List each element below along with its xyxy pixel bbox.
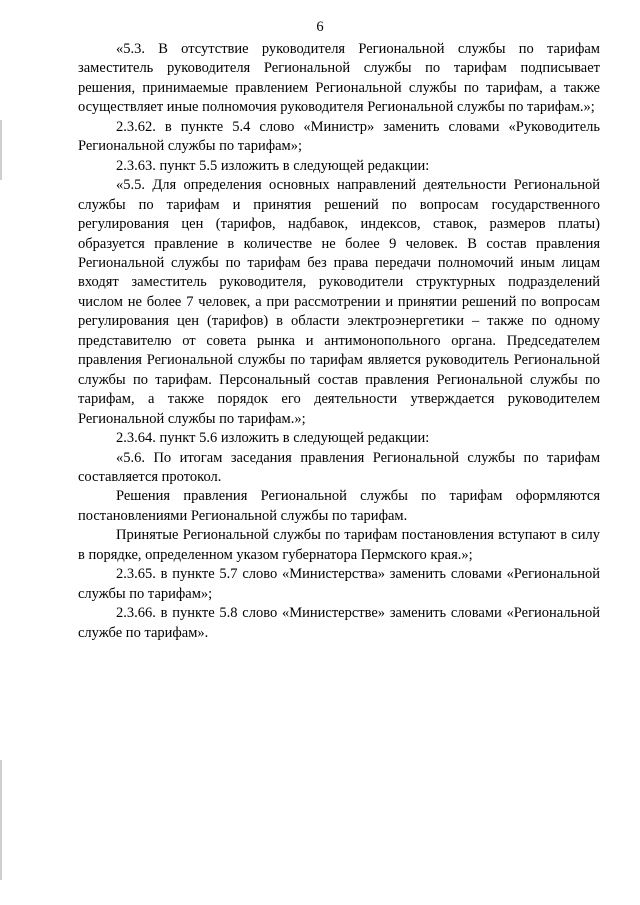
paragraph-effect: Принятые Региональной службы по тарифам постановления вступают в силу в порядке, определенном указом губернатора Пермского края.»; — [78, 527, 600, 563]
paragraph-2-3-65: 2.3.65. в пункте 5.7 слово «Министерства» заменить словами «Региональной службы по тарифам»; — [78, 566, 600, 602]
page-number: 6 — [316, 19, 324, 35]
paragraph-2-3-62: 2.3.62. в пункте 5.4 слово «Министр» заменить словами «Руководитель Региональной службы по тарифам»; — [78, 118, 600, 155]
paragraph-2-3-63: 2.3.63. пункт 5.5 изложить в следующей редакции: — [116, 157, 430, 174]
document-body — [78, 40, 600, 643]
scan-edge-mark-top — [0, 120, 2, 180]
paragraph-5-3: «5.3. В отсутствие руководителя Региональной службы по тарифам заместитель руководителя Региональной службы по тарифам подписывает решения, принимаемые правлением Региональной службы по тарифам, а также осуществляет иные полномочия руководителя Региональной службы по тарифам.»; — [78, 41, 600, 116]
paragraph-5-6: «5.6. По итогам заседания правления Региональной службы по тарифам составляется протокол. — [78, 449, 600, 485]
paragraph-2-3-64: 2.3.64. пункт 5.6 изложить в следующей редакции: — [116, 430, 430, 447]
paragraph-5-5: «5.5. Для определения основных направлений деятельности Региональной службы по тарифам и принятия решений по вопросам государственного регулирования цен (тарифов, надбавок, индексов, ставок, размеров платы) образуется правление в количестве не более 9 человек. В состав правления Региональной службы по тарифам без права передачи полномочий иным лицам входят заместитель руководителя, руководители структурных подразделений числом не более 7 человек, а при рассмотрении и принятии решений по вопросам регулирования цен (тарифов) в области электроэнергетики – также по одному представителю от совета рынка и антимонопольного органа. Председателем правления Региональной службы по тарифам является руководитель Региональной службы по тарифам. Персональный состав правления Региональной службы по тарифам, а также порядок его деятельности утверждается руководителем Региональной службы по тарифам.»; — [78, 177, 600, 427]
paragraph-decisions: Решения правления Региональной службы по тарифам оформляются постановлениями Региональной службы по тарифам. — [78, 488, 600, 524]
paragraph-2-3-66: 2.3.66. в пункте 5.8 слово «Министерстве» заменить словами «Региональной службе по тарифам». — [78, 605, 600, 641]
scan-edge-mark-bottom — [0, 760, 2, 880]
